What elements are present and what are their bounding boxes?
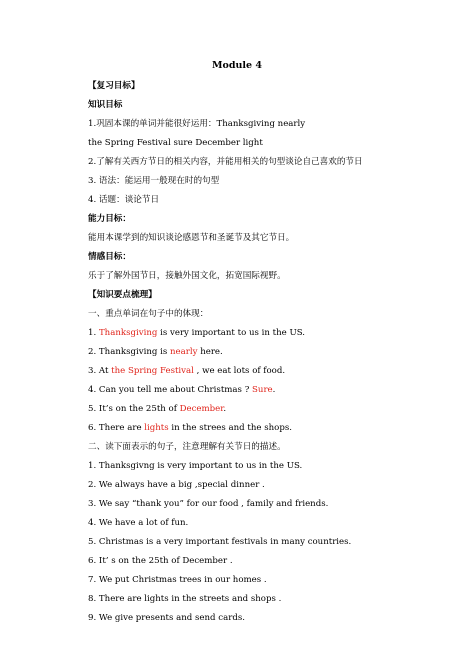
emotion-goals-text: 乐于了解外国节日，接触外国文化，拓宽国际视野。: [88, 271, 286, 281]
part1-heading: 一、重点单词在句子中的体现：: [88, 309, 209, 319]
key-sentence-2: 2. Thanksgiving is nearly here.: [88, 347, 223, 357]
knowledge-item-2: 2.了解有关西方节日的相关内容，并能用相关的句型谈论自己喜欢的节日: [88, 157, 363, 167]
reading-sentence-8: 8. There are lights in the streets and shops .: [88, 594, 282, 604]
reading-sentence-4: 4. We have a lot of fun.: [88, 518, 189, 528]
key-sentence-6: 6. There are lights in the strees and the shops.: [88, 423, 292, 433]
ability-goals-heading: 能力目标：: [88, 214, 131, 224]
key-sentence-1: 1. Thanksgiving is very important to us in the US.: [88, 328, 306, 338]
key-word: lights: [144, 423, 169, 433]
key-word: Thanksgiving: [98, 328, 158, 338]
reading-sentence-2: 2. We always have a big ,special dinner .: [88, 480, 265, 490]
key-word: the Spring Festival: [111, 366, 194, 376]
knowledge-item-1a: 1.巩固本课的单词并能很好运用：Thanksgiving nearly: [88, 119, 306, 129]
knowledge-item-4: 4. 话题：谈论节日: [88, 195, 160, 205]
key-word: Sure: [252, 385, 273, 395]
part2-heading: 二、读下面表示的句子，注意理解有关节日的描述。: [88, 442, 286, 452]
reading-sentence-7: 7. We put Christmas trees in our homes .: [88, 575, 267, 585]
reading-sentence-3: 3. We say “thank you” for our food , family and friends.: [88, 499, 329, 509]
key-sentence-5: 5. It’s on the 25th of December.: [88, 404, 227, 414]
emotion-goals-heading: 情感目标：: [88, 252, 131, 262]
reading-sentence-1: 1. Thanksgivng is very important to us in the US.: [88, 461, 303, 471]
key-sentence-3: 3. At the Spring Festival , we eat lots of food.: [88, 366, 286, 376]
reading-sentence-6: 6. It’ s on the 25th of December .: [88, 556, 233, 566]
reading-sentence-9: 9. We give presents and send cards.: [88, 613, 245, 623]
key-sentence-4: 4. Can you tell me about Christmas ? Sure.: [88, 385, 276, 395]
reading-sentence-5: 5. Christmas is a very important festivals in many countries.: [88, 537, 352, 547]
ability-goals-text: 能用本课学到的知识谈论感恩节和圣诞节及其它节日。: [88, 233, 295, 243]
key-points-heading: 【知识要点梳理】: [88, 290, 157, 300]
knowledge-item-1b: the Spring Festival sure December light: [88, 138, 263, 148]
key-word: nearly: [170, 347, 198, 357]
key-word: December: [179, 404, 224, 414]
knowledge-item-3: 3. 语法：能运用一般现在时的句型: [88, 176, 220, 186]
review-goals-heading: 【复习目标】: [88, 81, 140, 91]
page-title: Module 4: [212, 60, 262, 71]
knowledge-goals-heading: 知识目标: [88, 100, 123, 110]
